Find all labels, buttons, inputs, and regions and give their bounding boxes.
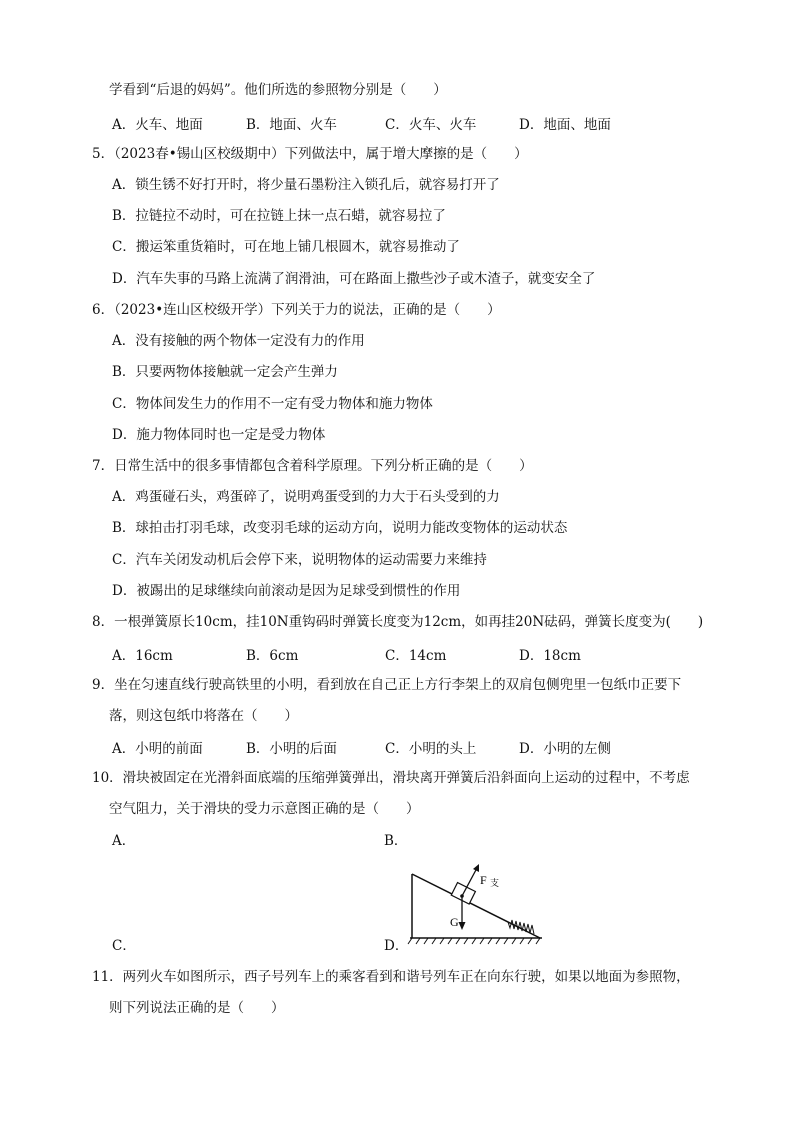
q5-stem: 5．（2023春•锡山区校级期中）下列做法中，属于增大摩擦的是（ ） <box>92 146 528 162</box>
q9-options <box>112 737 611 757</box>
force-label-sub: 支 <box>490 879 500 889</box>
incline-force-diagram <box>400 858 560 948</box>
q7-option-a: A．鸡蛋碰石头，鸡蛋碎了，说明鸡蛋受到的力大于石头受到的力 <box>112 489 500 505</box>
q5-option-d: D．汽车失事的马路上流满了润滑油，可在路面上撒些沙子或木渣子，就变安全了 <box>112 271 596 287</box>
q9-option-c: C．小明的头上 <box>385 741 477 757</box>
q9-option-b: B．小明的后面 <box>246 741 337 757</box>
incline-surface <box>412 874 540 938</box>
q4-option-b: B．地面、火车 <box>246 117 337 133</box>
q11-stem-line1: 11．两列火车如图所示，西子号列车上的乘客看到和谐号列车正在向东行驶，如果以地面为参照物， <box>92 969 690 985</box>
q4-option-c: C．火车、火车 <box>385 117 477 133</box>
q6-option-d: D．施力物体同时也一定是受力物体 <box>112 427 326 443</box>
q10-stem-line1: 10．滑块被固定在光滑斜面底端的压缩弹簧弹出，滑块离开弹簧后沿斜面向上运动的过程中，不考虑 <box>92 770 690 786</box>
q9-stem-line1: 9．坐在匀速直线行驶高铁里的小明，看到放在自己正上方行李架上的双肩包侧兜里一包纸巾正要下 <box>92 677 682 693</box>
q10-label-a: A． <box>112 833 136 849</box>
q7-stem: 7．日常生活中的很多事情都包含着科学原理。下列分析正确的是（ ） <box>92 458 533 474</box>
q8-option-d: D．18cm <box>519 648 581 664</box>
q7-option-c: C．汽车关闭发动机后会停下来，说明物体的运动需要力来维持 <box>112 552 487 568</box>
q6-option-a: A．没有接触的两个物体一定没有力的作用 <box>112 333 365 349</box>
force-label-f: F <box>480 873 487 887</box>
q10-label-c: C． <box>112 938 136 954</box>
q7-option-d: D．被踢出的足球继续向前滚动是因为足球受到惯性的作用 <box>112 583 461 599</box>
q4-stem-continued: 学看到“后退的妈妈”。他们所选的参照物分别是（ ） <box>109 82 447 98</box>
q5-option-a: A．锁生锈不好打开时，将少量石墨粉注入锁孔后，就容易打开了 <box>112 177 500 193</box>
q6-option-c: C．物体间发生力的作用不一定有受力物体和施力物体 <box>112 396 433 412</box>
q5-option-c: C．搬运笨重货箱时，可在地上铺几根圆木，就容易推动了 <box>112 239 460 255</box>
q6-stem: 6．（2023•连山区校级开学）下列关于力的说法，正确的是（ ） <box>92 302 501 318</box>
q4-option-a: A．火车、地面 <box>112 117 203 133</box>
q8-stem: 8．一根弹簧原长10cm，挂10N重钩码时弹簧长度变为12cm，如再挂20N砝码，弹簧长度变为( ) <box>92 614 704 630</box>
q8-options <box>112 644 581 664</box>
q4-option-d: D．地面、地面 <box>519 117 611 133</box>
ground-hatch <box>408 938 542 944</box>
q8-option-b: B．6cm <box>246 648 299 664</box>
q8-option-a: A．16cm <box>112 648 173 664</box>
gravity-arrow-head <box>459 922 466 930</box>
q11-stem-line2: 则下列说法正确的是（ ） <box>109 1000 285 1016</box>
q10-stem-line2: 空气阻力，关于滑块的受力示意图正确的是（ ） <box>109 801 420 817</box>
gravity-label: G <box>450 915 459 929</box>
q9-option-a: A．小明的前面 <box>112 741 203 757</box>
compressed-spring <box>508 920 534 934</box>
q8-option-c: C．14cm <box>385 648 447 664</box>
q7-option-b: B．球拍击打羽毛球，改变羽毛球的运动方向，说明力能改变物体的运动状态 <box>112 520 568 536</box>
q9-option-d: D．小明的左侧 <box>519 741 611 757</box>
q4-options <box>112 113 611 133</box>
q10-label-b: B． <box>384 833 408 849</box>
q10-label-d: D． <box>384 938 409 954</box>
q5-option-b: B．拉链拉不动时，可在拉链上抹一点石蜡，就容易拉了 <box>112 208 446 224</box>
q6-option-b: B．只要两物体接触就一定会产生弹力 <box>112 364 338 380</box>
q9-stem-line2: 落，则这包纸巾将落在（ ） <box>109 708 298 724</box>
